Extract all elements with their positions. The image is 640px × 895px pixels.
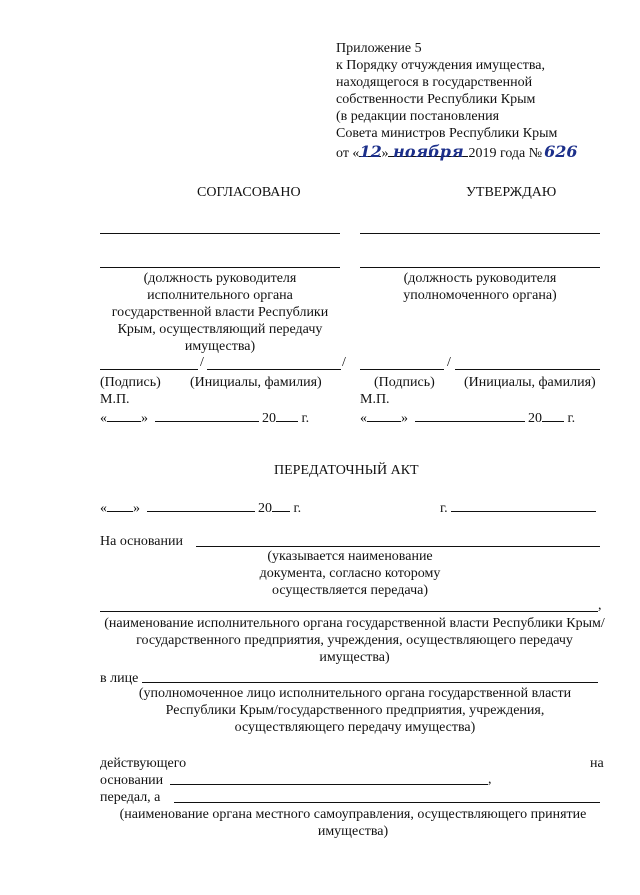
act-date: « » 20 г. — [100, 498, 301, 517]
person-label: в лице — [100, 671, 139, 686]
left-position-hint: (должность руководителя исполнительного органа государственной власти Республики Крым, осуществляющий передачу имущества) — [111, 271, 329, 354]
right-initials-line — [455, 369, 600, 370]
person-line — [142, 682, 598, 683]
handwritten-day: 12 — [359, 142, 382, 161]
basis2-label: основании — [100, 773, 164, 788]
act-city: г. — [440, 498, 596, 517]
left-approval-date: « » 20 г. — [100, 408, 309, 427]
left-slash-2: / — [342, 355, 346, 370]
act-title: ПЕРЕДАТОЧНЫЙ АКТ — [274, 463, 419, 478]
basis-line — [196, 546, 600, 547]
right-approval-date: « » 20 г. — [360, 408, 575, 427]
left-initials-label: (Инициалы, фамилия) — [190, 375, 322, 390]
left-initials-line — [207, 369, 341, 370]
person-hint: (уполномоченное лицо исполнительного органа государственной власти Республики Крым/государственного предприятия, учреждения, осуществляющего передачу имущества) — [138, 686, 572, 735]
acting-label: действующего — [100, 756, 187, 771]
left-slash-1: / — [200, 355, 204, 370]
header-line-5: (в редакции постановления — [336, 109, 500, 124]
transferring-org-hint: (наименование исполнительного органа государственной власти Республики Крым/государственного предприятия, учреждения, осуществляющего передачу имущества) — [104, 616, 605, 665]
header-line-4: собственности Республики Крым — [336, 92, 536, 107]
left-signature-label: (Подпись) — [100, 375, 161, 390]
right-signature-label: (Подпись) — [374, 375, 435, 390]
handwritten-number: 626 — [544, 142, 578, 161]
receiver-line — [174, 802, 600, 803]
transferred-label: передал, а — [100, 790, 161, 805]
on-label: на — [590, 756, 604, 771]
left-position-line-1 — [100, 233, 340, 234]
left-signature-line — [100, 369, 198, 370]
right-position-line-1 — [360, 233, 600, 234]
approve-title: УТВЕРЖДАЮ — [466, 185, 557, 200]
basis-label: На основании — [100, 534, 183, 549]
right-stamp-label: М.П. — [360, 392, 390, 407]
resolution-date-line: от «12» ноября 2019 года № 626 — [336, 142, 578, 161]
header-line-2: к Порядку отчуждения имущества, — [336, 58, 545, 73]
comma-2: , — [488, 772, 492, 787]
transferring-org-line — [100, 611, 598, 612]
header-line-3: находящегося в государственной — [336, 75, 533, 90]
right-position-hint: (должность руководителя уполномоченного органа) — [403, 271, 557, 303]
header-line-6: Совета министров Республики Крым — [336, 126, 558, 141]
agreed-title: СОГЛАСОВАНО — [197, 185, 301, 200]
receiver-hint: (наименование органа местного самоуправления, осуществляющего принятие имущества) — [119, 807, 587, 839]
acting-basis-line — [170, 784, 488, 785]
left-stamp-label: М.П. — [100, 392, 130, 407]
header-line-1: Приложение 5 — [336, 41, 422, 56]
right-slash: / — [447, 355, 451, 370]
comma-1: , — [598, 598, 602, 613]
handwritten-month: ноября — [388, 143, 468, 157]
right-initials-label: (Инициалы, фамилия) — [464, 375, 596, 390]
basis-hint: (указывается наименование документа, согласно которому осуществляется передача) — [259, 549, 441, 598]
right-signature-line — [360, 369, 444, 370]
right-position-line-2 — [360, 267, 600, 268]
left-position-line-2 — [100, 267, 340, 268]
